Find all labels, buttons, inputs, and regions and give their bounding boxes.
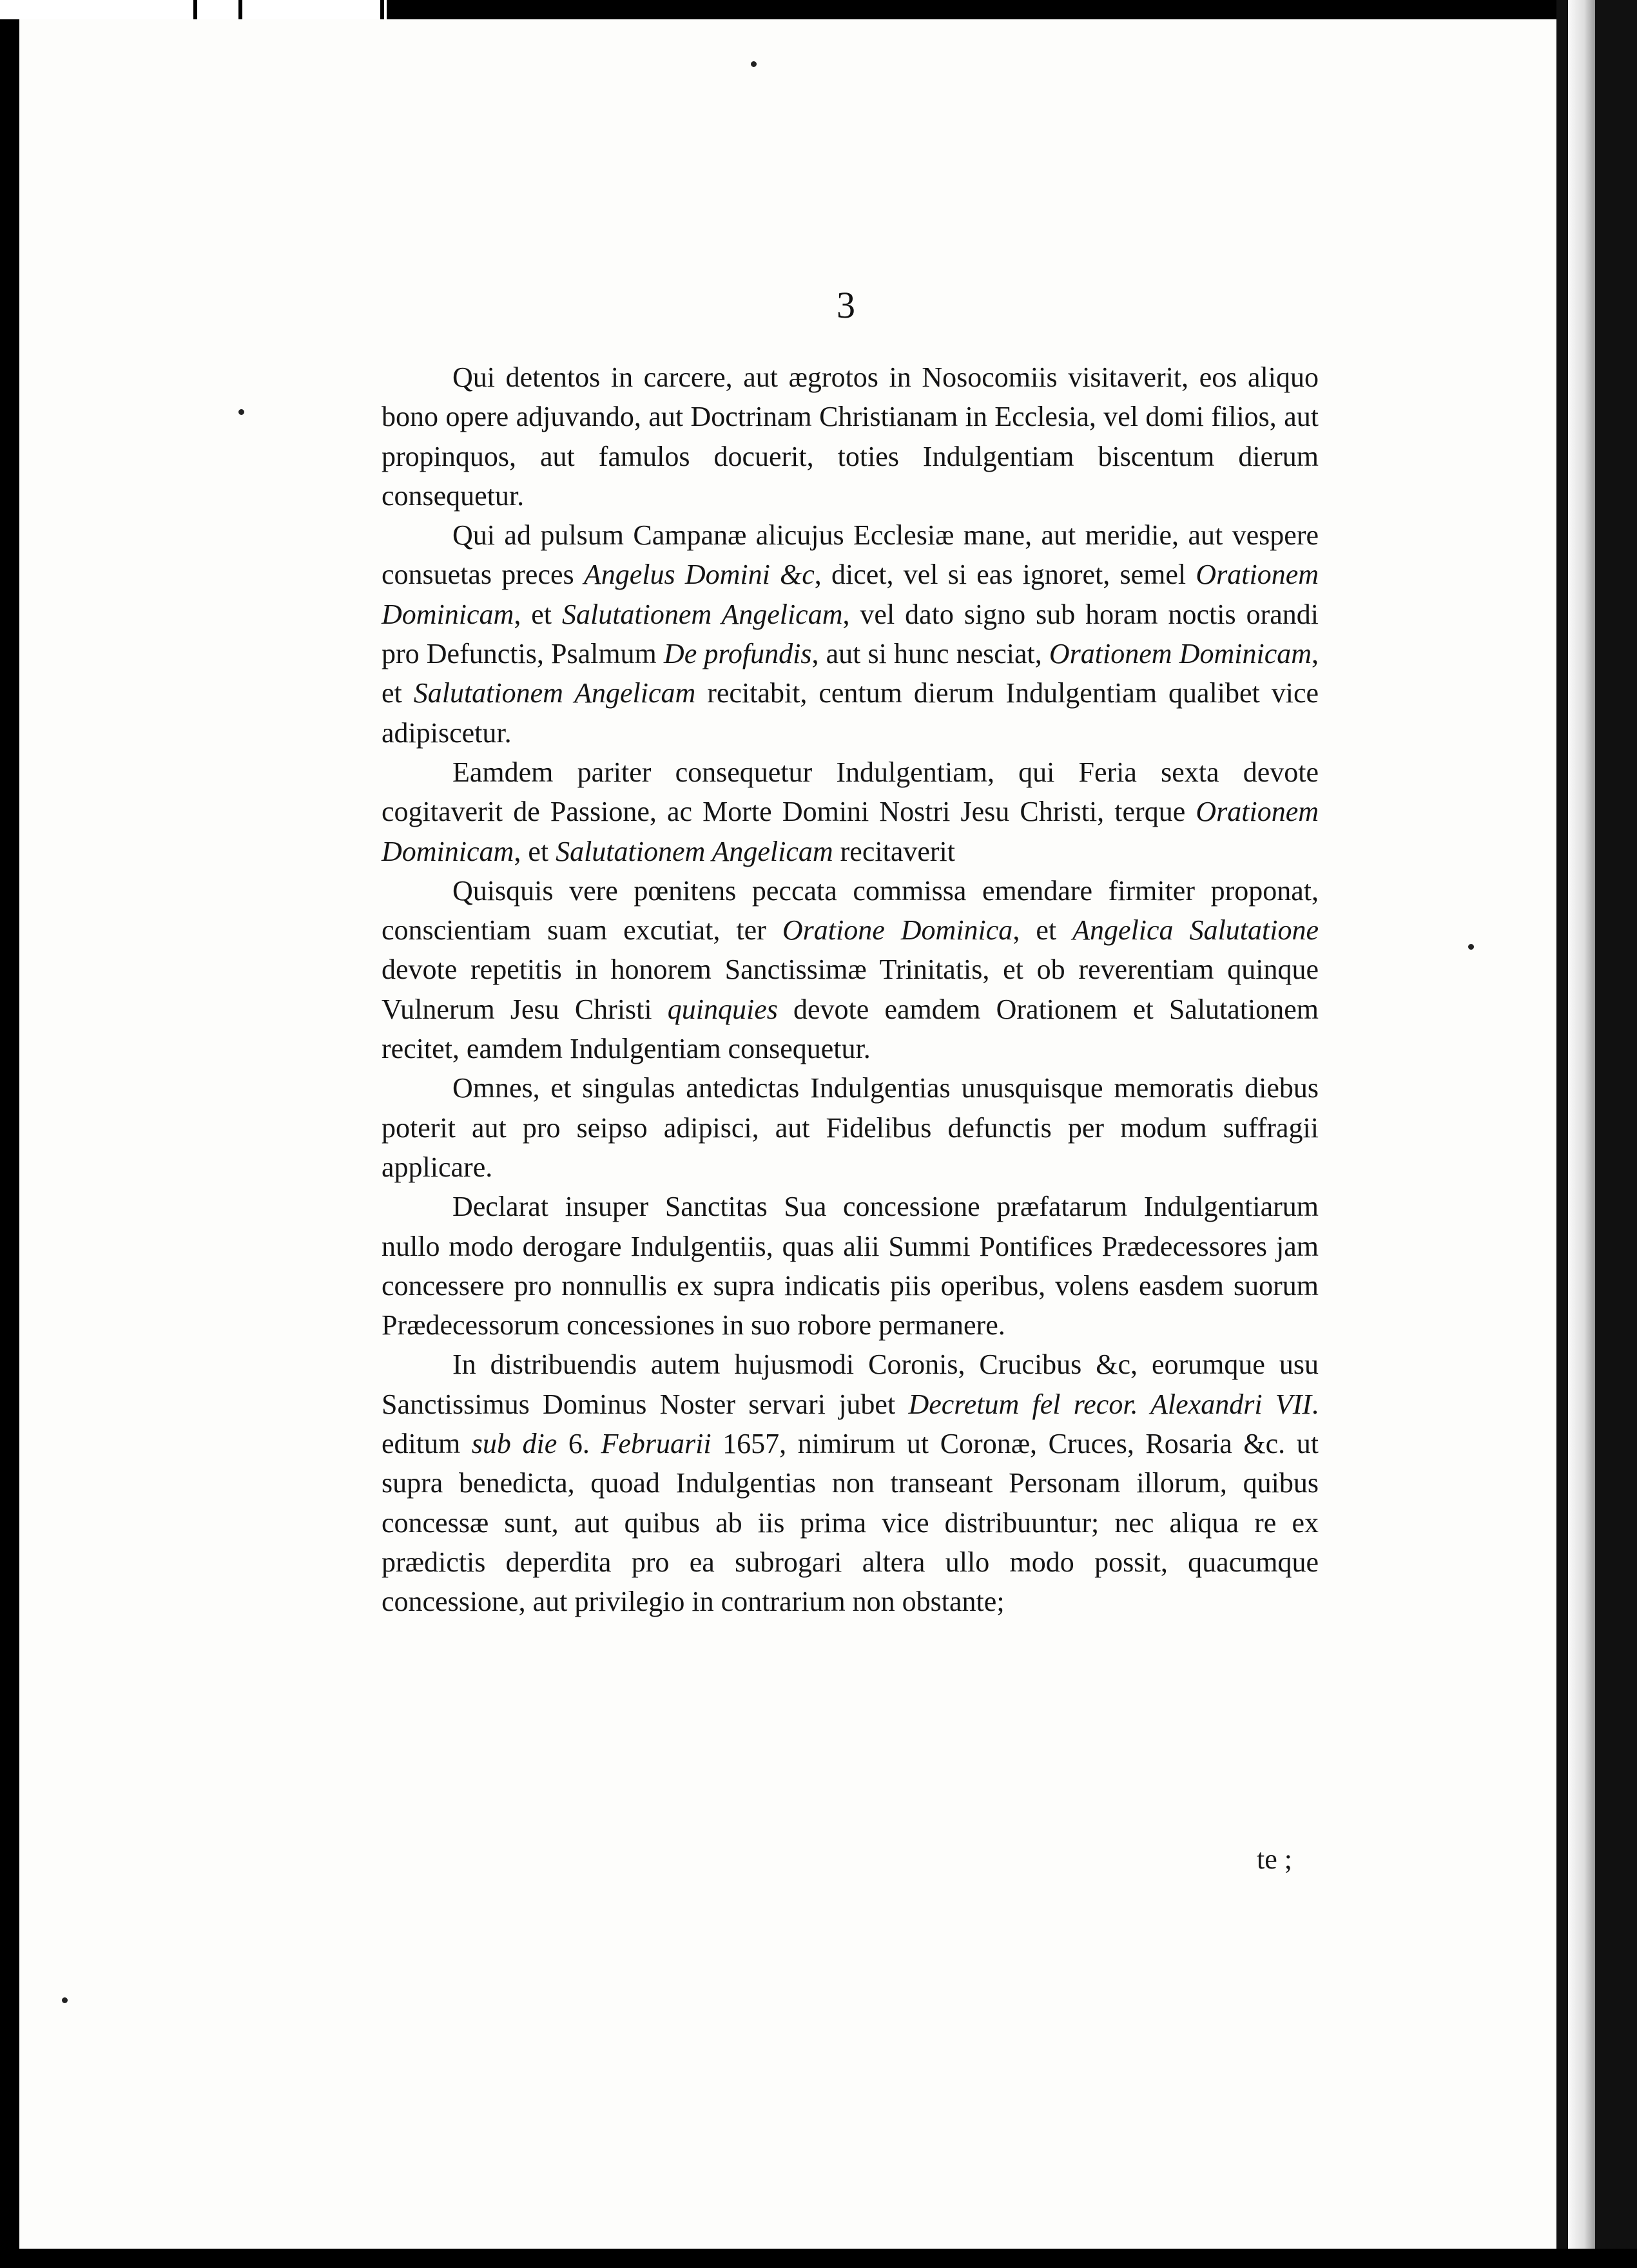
text-run: , vel dato signo sub horam noctis orandi pro Defunctis, Psalmum (382, 598, 1319, 670)
italic-run: Salutationem Angelicam (561, 598, 843, 630)
text-run: , aut si hunc nesciat, (811, 638, 1049, 670)
italic-run: quinquies (667, 993, 778, 1025)
text-run: recitabit, centum dierum Indulgentiam qualibet vice adipiscetur. (382, 677, 1319, 749)
paragraph-1 (382, 358, 1319, 515)
italic-run: Orationem Dominicam (1049, 638, 1312, 670)
italic-run: Oratione Dominica (782, 914, 1013, 947)
italic-run: Februarii (601, 1428, 712, 1460)
text-run: , dicet, vel si eas ignoret, semel (814, 559, 1196, 591)
text-run: , et (1012, 914, 1073, 947)
microfilm-frame-bottom (0, 2249, 1637, 2268)
ink-speck (238, 409, 244, 415)
microfilm-frame-top (0, 0, 387, 19)
text-run: In distribuendis autem hujusmodi Coronis, Crucibus &c, eorumque usu Sanctissimus Dominus Noster servari jubet (382, 1349, 1319, 1420)
catchword: te ; (1257, 1843, 1292, 1875)
text-run: , et (514, 835, 556, 867)
text-run: Qui ad pulsum Campanæ alicujus Ecclesiæ mane, aut meridie, aut vespere consuetas preces (382, 519, 1319, 591)
italic-run: Salutationem Angelicam (413, 677, 696, 709)
italic-run: Orationem Dominicam (382, 796, 1319, 867)
italic-run: Salutationem Angelicam (556, 835, 833, 867)
paragraph-7 (382, 1345, 1319, 1621)
paragraph-6 (382, 1187, 1319, 1345)
text-run: 1657, nimirum ut Coronæ, Cruces, Rosaria &c. ut supra benedicta, quoad Indulgentias non transeant Personam illorum, quibus concessæ sunt, aut quibus ab iis prima vice distribuuntur; nec aliqua re ex prædictis deperdita pro ea subrogari altera ullo modo possit, quacumque concessione, aut privilegio in contrarium non obstante; (382, 1428, 1319, 1618)
page-number: 3 (837, 284, 855, 326)
italic-run: Orationem Dominicam (382, 559, 1319, 630)
italic-run: Angelus Domini &c (583, 559, 815, 591)
paragraph-2 (382, 515, 1319, 753)
ink-speck (62, 1997, 68, 2003)
text-run: recitaverit (833, 835, 955, 867)
microfilm-frame-right (1556, 0, 1637, 2268)
text-run: , et (514, 598, 562, 630)
paragraph-3 (382, 753, 1319, 871)
ink-speck (751, 61, 757, 67)
text-run: 6. (557, 1428, 601, 1460)
italic-run: sub die (471, 1428, 557, 1460)
text-run: Eamdem pariter consequetur Indulgentiam, qui Feria sexta devote cogitaverit de Passione, ac Morte Domini Nostri Jesu Christi, terque (382, 756, 1319, 828)
paragraph-5 (382, 1068, 1319, 1187)
ink-speck (1468, 944, 1474, 950)
text-run: Qui detentos in carcere, aut ægrotos in Nosocomiis visitaverit, eos aliquo bono opere adjuvando, aut Doctrinam Christianam in Ecclesia, vel domi filios, aut propinquos, aut famulos docuerit, toties Indulgentiam biscentum dierum consequetur. (382, 361, 1319, 512)
body-text (382, 358, 1319, 1622)
italic-run: De profundis (663, 638, 812, 670)
text-run: Declarat insuper Sanctitas Sua concessione præfatarum Indulgentiarum nullo modo derogare Indulgentiis, quas alii Summi Pontifices Prædecessores jam concessere pro nonnullis ex supra indicatis piis operibus, volens easdem suorum Prædecessorum concessiones in suo robore permanere. (382, 1191, 1319, 1341)
text-run: Quisquis vere pœnitens peccata commissa emendare firmiter proponat, conscientiam suam excutiat, ter (382, 874, 1319, 947)
italic-run: Decretum fel recor. Alexandri VII (908, 1388, 1312, 1420)
text-run: devote repetitis in honorem Sanctissimæ Trinitatis, et ob reverentiam quinque Vulnerum Jesu Christi (382, 954, 1319, 1025)
text-run: . editum (382, 1388, 1319, 1460)
text-run: , et (382, 638, 1319, 709)
paragraph-4 (382, 871, 1319, 1068)
text-run: Omnes, et singulas antedictas Indulgentias unusquisque memoratis diebus poterit aut pro seipso adipisci, aut Fidelibus defunctis per modum suffragii applicare. (382, 1072, 1319, 1183)
italic-run: Angelica Salutatione (1072, 914, 1319, 947)
text-run: devote eamdem Orationem et Salutationem recitet, eamdem Indulgentiam consequetur. (382, 993, 1319, 1065)
